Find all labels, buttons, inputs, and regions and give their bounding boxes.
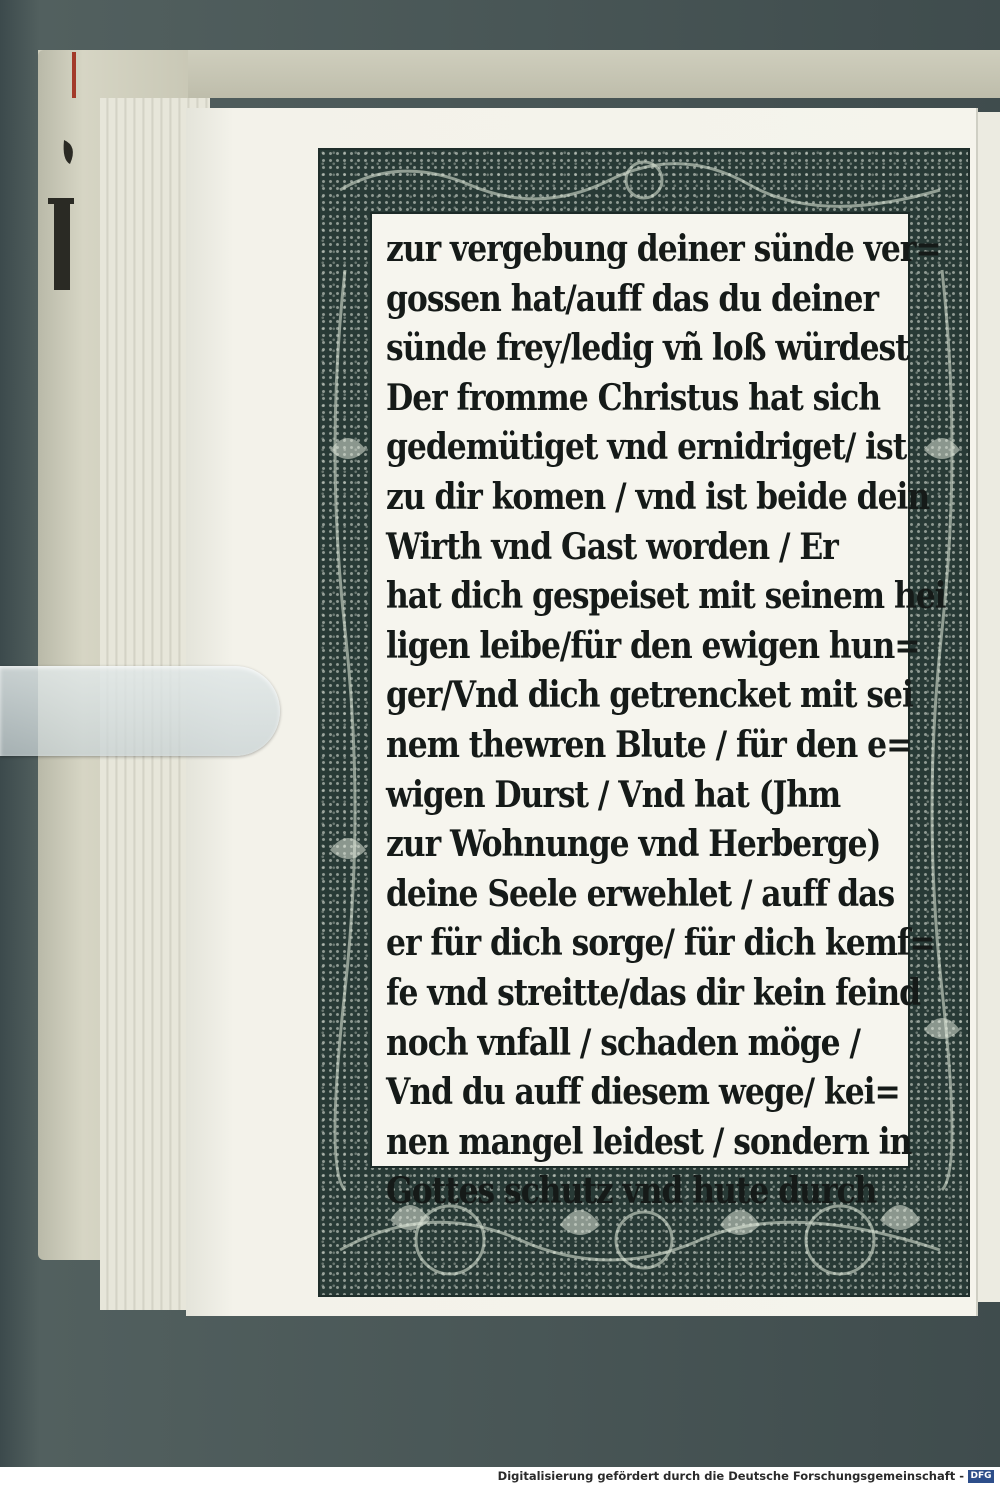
text-line: Wirth vnd Gast worden / Er [386, 524, 838, 568]
footer-bar [0, 1467, 1000, 1487]
text-line: zur Wohnunge vnd Herberge) [386, 822, 881, 866]
text-block [370, 212, 946, 1213]
ribbon-mark [72, 52, 76, 98]
text-line: fe vnd streitte/das dir kein feind [386, 970, 921, 1014]
text-line: zur vergebung deiner sünde ver= [386, 227, 941, 270]
text-line: gedemütiget vnd ernidriget/ ist [386, 425, 907, 469]
text-line: wigen Durst / Vnd hat (Jhm [386, 772, 841, 816]
text-line: deine Seele erwehlet / auff das [386, 871, 895, 915]
spine-glyph-icon [44, 120, 84, 300]
text-line: Gottes schutz vnd hute durch [386, 1169, 877, 1213]
page-holder-clip [0, 666, 280, 756]
text-line: er für dich sorge/ für dich kemf= [386, 921, 935, 965]
text-line: nem thewren Blute / für den e= [386, 722, 912, 766]
text-line: noch vnfall / schaden möge / [386, 1020, 860, 1064]
text-line: Der fromme Christus hat sich [386, 375, 881, 419]
facing-page-edge [978, 112, 1000, 1302]
funding-credit: Digitalisierung gefördert durch die Deutsche Forschungsgemeinschaft - [497, 1469, 964, 1483]
text-line: ligen leibe/für den ewigen hun= [386, 623, 920, 667]
text-line: hat dich gespeiset mit seinem hei [386, 574, 946, 618]
text-line: ger/Vnd dich getrencket mit sei [386, 673, 913, 717]
text-line: zu dir komen / vnd ist beide dein [386, 474, 930, 518]
text-line: nen mangel leidest / sondern in [386, 1119, 912, 1163]
text-line: gossen hat/auff das du deiner [386, 276, 879, 320]
text-line: Vnd du auff diesem wege/ kei= [386, 1070, 900, 1114]
text-line: sünde frey/ledig vñ loß würdest [386, 326, 909, 370]
dfg-logo-icon: DFG [968, 1470, 994, 1483]
